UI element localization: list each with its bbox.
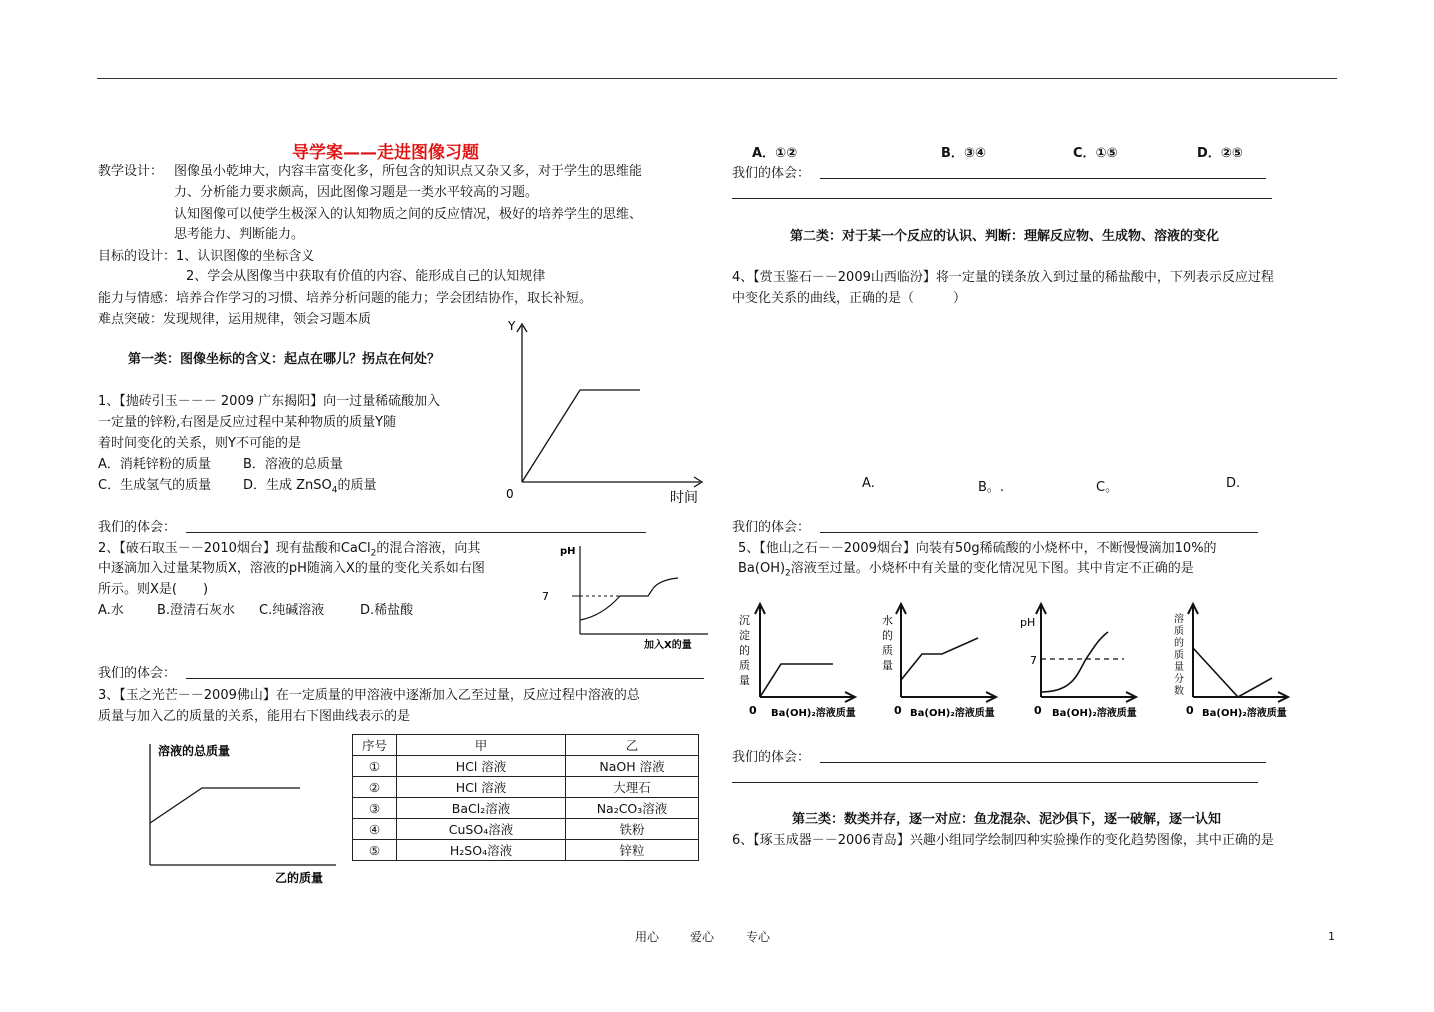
svg-text:0: 0 — [1186, 704, 1194, 717]
q2-option-c: C.纯碱溶液 — [259, 603, 325, 618]
q1-line: 1、【抛砖引玉－－－ 2009 广东揭阳】向一过量稀硫酸加入 — [98, 394, 441, 409]
reflect-label: 我们的体会： — [732, 166, 811, 181]
table-cell: 锌粒 — [566, 840, 699, 861]
design-line: 认知图像可以使学生极深入的认知物质之间的反应情况，极好的培养学生的思维、 — [174, 207, 643, 222]
q3-option-c: C．①⑤ — [1073, 146, 1118, 161]
q3-option-a: A．①② — [752, 146, 798, 161]
svg-text:0: 0 — [749, 704, 757, 717]
table-header: 乙 — [566, 735, 699, 756]
svg-text:分: 分 — [1174, 674, 1184, 685]
section3-heading: 第三类：数类并存，逐一对应：鱼龙混杂、泥沙俱下，逐一破解，逐一认知 — [792, 812, 1222, 827]
q1-line: 着时间变化的关系，则Y不可能的是 — [98, 436, 301, 451]
svg-text:Ba(OH)₂溶液质量: Ba(OH)₂溶液质量 — [771, 708, 856, 719]
q4-line2: 中变化关系的曲线，正确的是（ ） — [732, 291, 967, 306]
page-number: 1 — [1328, 930, 1335, 943]
design-line: 思考能力、判断能力。 — [174, 227, 305, 242]
q1-option-b: B．溶液的总质量 — [243, 457, 343, 472]
footer-slogan: 爱心 — [690, 930, 715, 944]
footer-slogan: 专心 — [746, 930, 771, 944]
svg-text:Ba(OH)₂溶液质量: Ba(OH)₂溶液质量 — [910, 708, 995, 719]
svg-text:0: 0 — [894, 704, 902, 717]
svg-text:沉: 沉 — [739, 614, 750, 627]
svg-text:pH: pH — [1020, 616, 1036, 629]
table-cell: 铁粉 — [566, 819, 699, 840]
q1-option-a: A．消耗锌粉的质量 — [98, 457, 211, 472]
table-row — [353, 777, 699, 798]
table-cell: BaCl₂溶液 — [397, 798, 566, 819]
q2-graph-y-label: pH — [560, 546, 576, 557]
section2-heading: 第二类：对于某一个反应的认识、判断：理解反应物、生成物、溶液的变化 — [790, 229, 1220, 244]
q2-option-d: D.稀盐酸 — [360, 603, 414, 618]
footer-slogan: 用心 — [635, 930, 660, 944]
svg-text:的: 的 — [739, 644, 750, 657]
answer-line — [732, 782, 1258, 783]
q3-table — [352, 734, 699, 861]
svg-text:溶: 溶 — [1174, 614, 1184, 625]
difficulty-line: 难点突破：发现规律，运用规律，领会习题本质 — [98, 312, 372, 327]
table-header: 序号 — [353, 735, 397, 756]
table-cell: CuSO₄溶液 — [397, 819, 566, 840]
q5-graph-water — [876, 600, 1006, 725]
q6-line1: 6、【琢玉成器－－2006青岛】兴趣小组同学绘制四种实验操作的变化趋势图像，其中正确的是 — [732, 833, 1274, 848]
ability-line: 能力与情感：培养合作学习的习惯、培养分析问题的能力；学会团结协作，取长补短。 — [98, 291, 593, 306]
q3-graph — [140, 738, 350, 888]
reflect-label: 我们的体会： — [98, 520, 177, 535]
q2-graph-tick: 7 — [542, 590, 549, 603]
header-rule — [97, 78, 1337, 79]
q2-option-a: A.水 — [98, 603, 124, 618]
svg-text:质: 质 — [1174, 650, 1184, 661]
table-cell: ④ — [353, 819, 397, 840]
design-line: 图像虽小乾坤大，内容丰富变化多，所包含的知识点又杂又多，对于学生的思维能 — [174, 164, 643, 179]
q1-graph-origin: 0 — [506, 487, 514, 501]
goal-line: 2、学会从图像当中获取有价值的内容、能形成自己的认知规律 — [186, 269, 546, 284]
svg-text:7: 7 — [1030, 654, 1037, 667]
q2-line1: 2、【破石取玉－－2010烟台】现有盐酸和CaCl$_2$的混合溶液，向其 — [98, 541, 481, 559]
q4-option-d: D. — [1226, 476, 1241, 491]
table-cell: HCl 溶液 — [397, 777, 566, 798]
q1-graph-y-label: Y — [508, 319, 516, 333]
q1-option-d: D．生成 ZnSO$_4$的质量 — [243, 478, 377, 496]
svg-text:数: 数 — [1174, 686, 1184, 697]
svg-text:质: 质 — [739, 659, 750, 672]
table-cell: 大理石 — [566, 777, 699, 798]
goal-line: 目标的设计：1、认识图像的坐标含义 — [98, 249, 315, 264]
svg-text:质: 质 — [1174, 626, 1184, 637]
q4-line1: 4、【赏玉鉴石－－2009山西临汾】将一定量的镁条放入到过量的稀盐酸中，下列表示反应过程 — [732, 270, 1274, 285]
q2-line3: 所示。则X是( ) — [98, 582, 209, 597]
q1-graph-x-label: 时间 — [670, 490, 698, 506]
q5-graph-precipitate — [735, 600, 865, 725]
q2-graph — [540, 538, 712, 656]
q5-line1: 5、【他山之石－－2009烟台】向装有50g稀硫酸的小烧杯中，不断慢慢滴加10%的 — [738, 541, 1217, 556]
svg-text:量: 量 — [739, 674, 750, 687]
q4-option-c: C。 — [1096, 480, 1119, 495]
table-row — [353, 840, 699, 861]
svg-text:量: 量 — [1174, 662, 1184, 673]
svg-text:淀: 淀 — [739, 629, 750, 642]
q2-line2: 中逐滴加入过量某物质X，溶液的pH随滴入X的量的变化关系如右图 — [98, 561, 485, 576]
answer-line — [732, 198, 1272, 199]
q2-graph-x-label: 加入X的量 — [644, 640, 692, 651]
q3-option-b: B．③④ — [941, 146, 986, 161]
q1-line: 一定量的锌粉,右图是反应过程中某种物质的质量Y随 — [98, 415, 397, 430]
table-row — [353, 819, 699, 840]
q5-graph-ph — [1016, 600, 1146, 725]
table-cell: ② — [353, 777, 397, 798]
svg-text:的: 的 — [882, 629, 893, 642]
svg-text:质: 质 — [882, 644, 893, 657]
reflect-label: 我们的体会： — [98, 666, 177, 681]
design-label: 教学设计： — [98, 164, 164, 179]
page-title: 导学案——走进图像习题 — [292, 143, 479, 163]
table-header-row — [353, 735, 699, 756]
table-cell: Na₂CO₃溶液 — [566, 798, 699, 819]
q5-graph-solute — [1168, 600, 1298, 725]
reflect-label: 我们的体会： — [732, 520, 811, 535]
svg-text:Ba(OH)₂溶液质量: Ba(OH)₂溶液质量 — [1202, 708, 1287, 719]
design-line: 力、分析能力要求颇高，因此图像习题是一类水平较高的习题。 — [174, 185, 539, 200]
table-cell: ③ — [353, 798, 397, 819]
svg-text:的: 的 — [1174, 638, 1184, 649]
q1-option-c: C．生成氢气的质量 — [98, 478, 212, 493]
q3-line1: 3、【玉之光芒－－2009佛山】在一定质量的甲溶液中逐渐加入乙至过量，反应过程中溶液的总 — [98, 688, 640, 703]
svg-text:Ba(OH)₂溶液质量: Ba(OH)₂溶液质量 — [1052, 708, 1137, 719]
table-cell: NaOH 溶液 — [566, 756, 699, 777]
q2-option-b: B.澄清石灰水 — [157, 603, 236, 618]
q4-option-a: A. — [862, 476, 875, 491]
table-cell: HCl 溶液 — [397, 756, 566, 777]
svg-text:水: 水 — [882, 614, 893, 627]
q1-graph — [500, 312, 710, 512]
q4-option-b: B。. — [978, 480, 1005, 495]
q3-option-d: D．②⑤ — [1197, 146, 1243, 161]
answer-line — [820, 762, 1266, 763]
reflect-label: 我们的体会： — [732, 750, 811, 765]
svg-text:量: 量 — [882, 659, 893, 672]
section1-heading: 第一类：图像坐标的含义：起点在哪儿？拐点在何处？ — [128, 352, 441, 367]
q3-line2: 质量与加入乙的质量的关系，能用右下图曲线表示的是 — [98, 709, 411, 724]
table-cell: H₂SO₄溶液 — [397, 840, 566, 861]
table-cell: ⑤ — [353, 840, 397, 861]
q3-graph-y-label: 溶液的总质量 — [158, 744, 231, 758]
answer-line — [820, 178, 1266, 179]
answer-line — [186, 678, 704, 679]
answer-line — [820, 532, 1258, 533]
table-cell: ① — [353, 756, 397, 777]
svg-text:0: 0 — [1034, 704, 1042, 717]
answer-line — [186, 532, 646, 533]
table-header: 甲 — [397, 735, 566, 756]
table-row — [353, 798, 699, 819]
q3-graph-x-label: 乙的质量 — [275, 871, 324, 885]
table-row — [353, 756, 699, 777]
q5-line2: $Ba(OH)_2$溶液至过量。小烧杯中有关量的变化情况见下图。其中肯定不正确的是 — [738, 561, 1194, 579]
